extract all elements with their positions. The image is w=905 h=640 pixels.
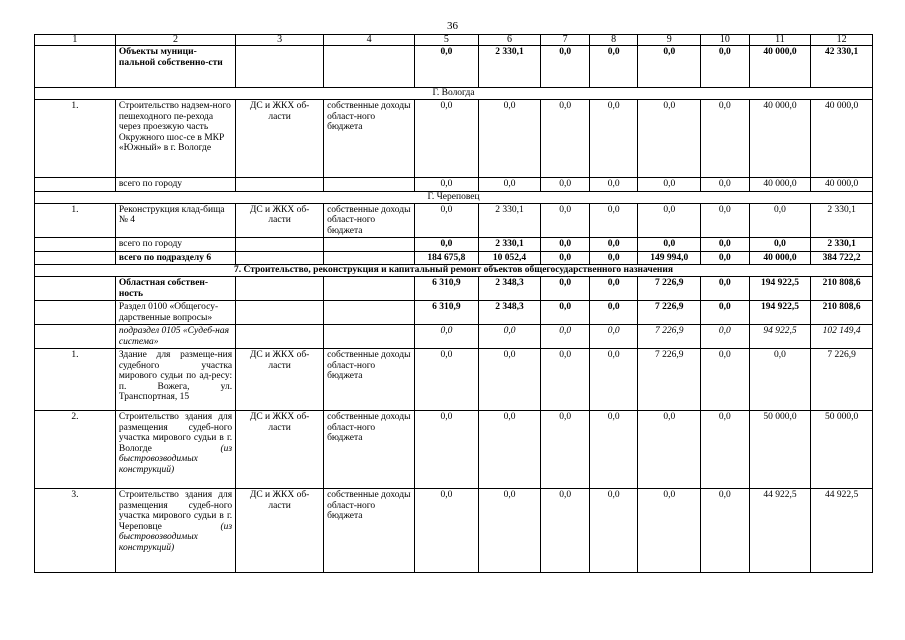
value-cell: 42 330,1 [811, 46, 873, 88]
value-cell: 0,0 [701, 251, 750, 265]
value-cell: 0,0 [541, 203, 590, 238]
row-name-cell [115, 325, 235, 349]
row-name-text: Строительство здания для размещения судеб-ного участка мирового судьи в г. Череповце [118, 490, 233, 532]
value-cell: 0,0 [415, 349, 479, 411]
column-number: 3 [236, 35, 324, 46]
value-cell: 0,0 [478, 349, 541, 411]
section-title: Г. Череповец [35, 191, 873, 203]
row-name-text: Областная собствен-ность [118, 278, 209, 299]
value-cell: 2 348,3 [478, 277, 541, 301]
value-cell: 50 000,0 [811, 411, 873, 489]
value-cell: 0,0 [701, 238, 750, 252]
value-cell: 0,0 [541, 100, 590, 178]
executor-cell: ДС и ЖКХ об-ласти [236, 489, 324, 573]
value-cell: 7 226,9 [638, 277, 701, 301]
row-name-cell [115, 277, 235, 301]
value-cell: 0,0 [478, 411, 541, 489]
value-cell: 210 808,6 [811, 277, 873, 301]
value-cell: 0,0 [589, 349, 638, 411]
source-cell [324, 325, 415, 349]
source-cell [324, 238, 415, 252]
value-cell: 2 330,1 [478, 46, 541, 88]
executor-cell: ДС и ЖКХ об-ласти [236, 100, 324, 178]
podrazdel-row [35, 325, 873, 349]
column-number: 7 [541, 35, 590, 46]
section-title: Г. Вологда [35, 88, 873, 100]
executor-cell [236, 238, 324, 252]
row-name-note: (из быстровозводимых конструкций) [118, 443, 233, 475]
column-number: 9 [638, 35, 701, 46]
value-cell: 0,0 [415, 203, 479, 238]
row-name-cell [115, 238, 235, 252]
row-name-note: (из быстровозводимых конструкций) [118, 521, 233, 553]
value-cell: 0,0 [541, 277, 590, 301]
row-number-cell: 3. [35, 489, 116, 573]
object-row [35, 100, 873, 178]
municipal-total-row [35, 46, 873, 88]
row-name-cell [115, 251, 235, 265]
value-cell: 210 808,6 [811, 301, 873, 325]
value-cell: 0,0 [638, 203, 701, 238]
value-cell: 50 000,0 [749, 411, 811, 489]
value-cell: 0,0 [541, 178, 590, 192]
value-cell: 0,0 [541, 411, 590, 489]
value-cell: 0,0 [701, 46, 750, 88]
value-cell: 384 722,2 [811, 251, 873, 265]
row-name-text: всего по городу [118, 179, 183, 189]
row-name-cell [115, 178, 235, 192]
value-cell: 0,0 [541, 251, 590, 265]
value-cell: 40 000,0 [811, 178, 873, 192]
value-cell: 0,0 [415, 325, 479, 349]
executor-cell: ДС и ЖКХ об-ласти [236, 203, 324, 238]
object-row [35, 349, 873, 411]
subsection-total-row [35, 251, 873, 265]
object-row [35, 203, 873, 238]
source-cell [324, 46, 415, 88]
row-name-text: всего по городу [118, 239, 183, 249]
value-cell: 0,0 [589, 178, 638, 192]
row-number-cell: 1. [35, 100, 116, 178]
value-cell: 0,0 [638, 411, 701, 489]
row-name-cell [115, 349, 235, 411]
row-number-cell: 1. [35, 349, 116, 411]
value-cell: 0,0 [541, 238, 590, 252]
row-name-cell [115, 489, 235, 573]
value-cell: 0,0 [701, 349, 750, 411]
value-cell: 0,0 [478, 100, 541, 178]
value-cell: 7 226,9 [638, 349, 701, 411]
value-cell: 0,0 [415, 411, 479, 489]
value-cell: 0,0 [541, 301, 590, 325]
value-cell: 0,0 [589, 251, 638, 265]
executor-cell [236, 251, 324, 265]
value-cell: 7 226,9 [638, 301, 701, 325]
value-cell: 102 149,4 [811, 325, 873, 349]
value-cell: 0,0 [478, 489, 541, 573]
value-cell: 184 675,8 [415, 251, 479, 265]
value-cell: 0,0 [638, 238, 701, 252]
source-cell: собственные доходы област-ного бюджета [324, 100, 415, 178]
value-cell: 194 922,5 [749, 277, 811, 301]
value-cell: 7 226,9 [638, 325, 701, 349]
value-cell: 0,0 [638, 178, 701, 192]
object-row [35, 489, 873, 573]
value-cell: 0,0 [589, 301, 638, 325]
source-cell: собственные доходы област-ного бюджета [324, 203, 415, 238]
source-cell: собственные доходы област-ного бюджета [324, 489, 415, 573]
value-cell: 0,0 [638, 489, 701, 573]
row-name-cell [115, 100, 235, 178]
value-cell: 0,0 [415, 178, 479, 192]
value-cell: 40 000,0 [811, 100, 873, 178]
executor-cell [236, 277, 324, 301]
row-name-text: Здание для размеще-ния судебного участка мирового судьи по ад-ресу: п. Вожега, ул. Транспортная, 15 [118, 350, 233, 402]
value-cell: 0,0 [589, 325, 638, 349]
value-cell: 6 310,9 [415, 301, 479, 325]
value-cell: 149 994,0 [638, 251, 701, 265]
value-cell: 0,0 [541, 325, 590, 349]
value-cell: 0,0 [415, 238, 479, 252]
value-cell: 40 000,0 [749, 251, 811, 265]
row-number-cell [35, 301, 116, 325]
column-number: 5 [415, 35, 479, 46]
value-cell: 2 330,1 [478, 203, 541, 238]
value-cell: 0,0 [638, 46, 701, 88]
row-name-text: Строительство здания для размещения судеб-ного участка мирового судьи в г. Вологде [118, 412, 233, 454]
value-cell: 44 922,5 [811, 489, 873, 573]
value-cell: 6 310,9 [415, 277, 479, 301]
value-cell: 10 052,4 [478, 251, 541, 265]
row-name-text: Реконструкция клад-бища № 4 [118, 204, 225, 225]
value-cell: 0,0 [701, 277, 750, 301]
budget-table [34, 34, 873, 573]
executor-cell [236, 46, 324, 88]
value-cell: 0,0 [589, 277, 638, 301]
value-cell: 7 226,9 [811, 349, 873, 411]
section-row [35, 265, 873, 277]
object-row [35, 411, 873, 489]
value-cell: 2 330,1 [478, 238, 541, 252]
row-number-cell [35, 325, 116, 349]
column-number: 6 [478, 35, 541, 46]
value-cell: 0,0 [541, 46, 590, 88]
source-cell [324, 251, 415, 265]
value-cell: 0,0 [701, 411, 750, 489]
row-name-cell [115, 46, 235, 88]
regional-total-row [35, 277, 873, 301]
row-name-cell [115, 203, 235, 238]
value-cell: 0,0 [589, 46, 638, 88]
header-row [35, 35, 873, 46]
row-name-text: Раздел 0100 «Общегосу-дарственные вопросы» [118, 302, 219, 323]
executor-cell: ДС и ЖКХ об-ласти [236, 411, 324, 489]
row-name-text: Объекты муници-пальной собственно-сти [118, 47, 223, 68]
value-cell: 0,0 [638, 100, 701, 178]
row-number-cell [35, 277, 116, 301]
value-cell: 94 922,5 [749, 325, 811, 349]
value-cell: 40 000,0 [749, 100, 811, 178]
value-cell: 0,0 [415, 489, 479, 573]
city-total-row [35, 238, 873, 252]
executor-cell [236, 325, 324, 349]
value-cell: 44 922,5 [749, 489, 811, 573]
row-number-cell [35, 238, 116, 252]
row-name-text: всего по подразделу 6 [118, 252, 212, 263]
value-cell: 2 330,1 [811, 238, 873, 252]
source-cell: собственные доходы област-ного бюджета [324, 411, 415, 489]
column-number: 11 [749, 35, 811, 46]
value-cell: 0,0 [589, 238, 638, 252]
value-cell: 2 348,3 [478, 301, 541, 325]
row-number-cell [35, 251, 116, 265]
value-cell: 2 330,1 [811, 203, 873, 238]
value-cell: 0,0 [415, 46, 479, 88]
value-cell: 0,0 [589, 411, 638, 489]
value-cell: 0,0 [589, 489, 638, 573]
row-name-text: Строительство надзем-ного пешеходного пе-рехода через проезжую часть Окружного шос-се в МКР «Южный» в г. Вологде [118, 101, 231, 153]
value-cell: 0,0 [749, 349, 811, 411]
column-number: 8 [589, 35, 638, 46]
value-cell: 0,0 [541, 349, 590, 411]
column-number: 12 [811, 35, 873, 46]
value-cell: 0,0 [478, 325, 541, 349]
row-number-cell [35, 46, 116, 88]
value-cell: 194 922,5 [749, 301, 811, 325]
value-cell: 0,0 [415, 100, 479, 178]
city-row [35, 88, 873, 100]
value-cell: 0,0 [749, 203, 811, 238]
value-cell: 0,0 [589, 203, 638, 238]
row-number-cell [35, 178, 116, 192]
column-number: 10 [701, 35, 750, 46]
section-title: 7. Строительство, реконструкция и капитальный ремонт объектов общегосударственного назначения [35, 265, 873, 277]
value-cell: 0,0 [541, 489, 590, 573]
razdel-row [35, 301, 873, 325]
executor-cell [236, 178, 324, 192]
row-number-cell: 1. [35, 203, 116, 238]
value-cell: 40 000,0 [749, 46, 811, 88]
value-cell: 0,0 [701, 203, 750, 238]
source-cell [324, 277, 415, 301]
column-number: 1 [35, 35, 116, 46]
column-number: 4 [324, 35, 415, 46]
value-cell: 0,0 [478, 178, 541, 192]
city-row [35, 191, 873, 203]
source-cell [324, 178, 415, 192]
value-cell: 0,0 [701, 178, 750, 192]
value-cell: 40 000,0 [749, 178, 811, 192]
value-cell: 0,0 [701, 325, 750, 349]
value-cell: 0,0 [589, 100, 638, 178]
row-number-cell: 2. [35, 411, 116, 489]
row-name-cell [115, 301, 235, 325]
city-total-row [35, 178, 873, 192]
value-cell: 0,0 [701, 100, 750, 178]
executor-cell: ДС и ЖКХ об-ласти [236, 349, 324, 411]
value-cell: 0,0 [701, 489, 750, 573]
executor-cell [236, 301, 324, 325]
value-cell: 0,0 [749, 238, 811, 252]
row-name-text: подраздел 0105 «Судеб-ная система» [118, 326, 230, 347]
source-cell [324, 301, 415, 325]
row-name-cell [115, 411, 235, 489]
source-cell: собственные доходы област-ного бюджета [324, 349, 415, 411]
column-number: 2 [115, 35, 235, 46]
page-number: 36 [447, 20, 458, 32]
value-cell: 0,0 [701, 301, 750, 325]
